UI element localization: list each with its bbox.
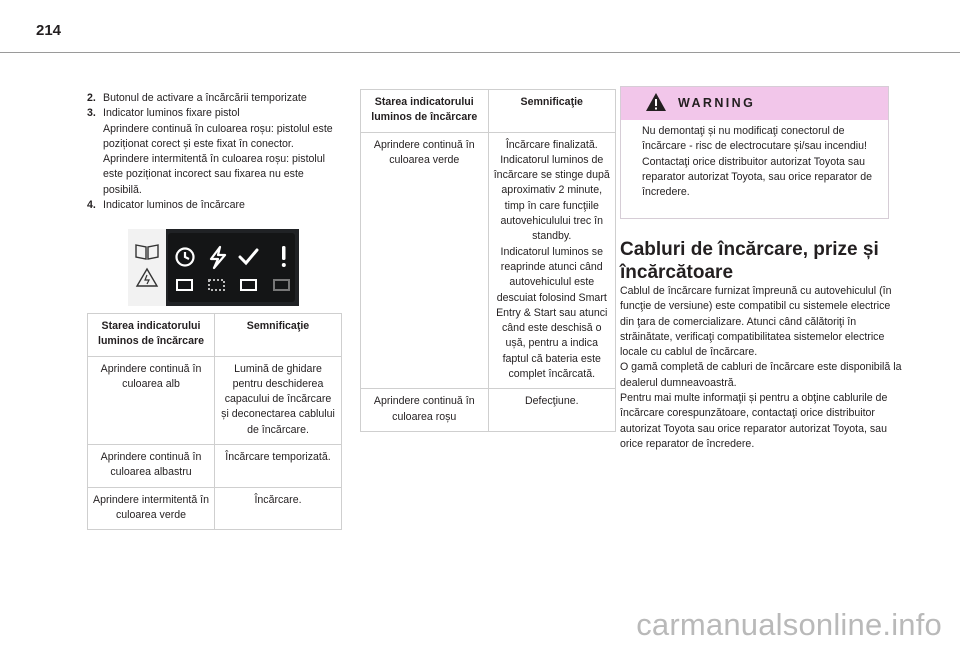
- book-icon: [136, 245, 158, 259]
- section-title: Cabluri de încărcare, prize și încărcătoare: [620, 239, 879, 283]
- exclamation-icon: [282, 246, 286, 267]
- table-cell: Aprindere continuă în culoarea roșu: [361, 389, 489, 432]
- table-cell: Încărcare.: [215, 487, 342, 530]
- table-cell: Defecţiune.: [488, 389, 616, 432]
- legend-list: [87, 91, 343, 213]
- warning-text: Nu demontaţi și nu modificaţi conectorul de încărcare - risc de electrocutare și/sau incendiu! Contactaţi orice distribuitor autorizat Toyota sau reparator autorizat Toyota, sau orice reparator de încredere.: [642, 125, 873, 199]
- list-item-number: 3.: [87, 107, 96, 120]
- table-cell: Lumină de ghidare pentru deschiderea capacului de încărcare și deconectarea cablului de încărcare.: [215, 356, 342, 444]
- list-item-number: 4.: [87, 199, 96, 212]
- indicator-table-1: [87, 313, 342, 530]
- clock-icon: [177, 249, 194, 266]
- indicator-boxes: [177, 280, 289, 290]
- table-cell: Încărcare finalizată. Indicatorul luminos de încărcare se stinge după aproximativ 2 minute, timp în care funcţiile autovehiculului trec în standby. Indicatorul luminos se reaprinde atunci când autovehiculul este descuiat folosind Smart Entry & Start sau atunci când este deschisă o ușă, pentru a indica faptul că bateria este complet încărcată.: [488, 132, 616, 389]
- section-body: Cablul de încărcare furnizat împreună cu autovehiculul (în funcţie de versiune) este compatibil cu sistemele electrice din ţara de comercializare. Atunci când călătoriţi în străinătate, verificaţi compatibilitatea sistemelor electrice locale cu cablul de încărcare. O gamă completă de cabluri de încărcare este disponibilă la dealerul dumneavoastră. Pentru mai multe informaţii și pentru a obţine cablurile de încărcare corespunzătoare, contactaţi orice distribuitor autorizat Toyota sau orice reparator autorizat Toyota, sau orice reparator de încredere.: [620, 285, 902, 450]
- table-row: [88, 445, 342, 488]
- table-cell: Aprindere continuă în culoarea albastru: [88, 445, 215, 488]
- table-cell: Aprindere continuă în culoarea alb: [88, 356, 215, 444]
- check-icon: [240, 250, 257, 263]
- list-item: [87, 106, 343, 198]
- table-row: [361, 389, 616, 432]
- page-number: 214: [36, 22, 62, 39]
- table-header-row: [88, 314, 342, 357]
- table-header-cell: Semnificaţie: [488, 90, 616, 133]
- list-item-text: Indicator luminos de încărcare: [103, 199, 245, 212]
- warning-triangle-icon: [645, 92, 667, 112]
- warning-header: [621, 87, 888, 120]
- indicator-table-2: [360, 89, 616, 432]
- table-header-cell: Semnificaţie: [215, 314, 342, 357]
- table-cell: Încărcare temporizată.: [215, 445, 342, 488]
- illustration-left-panel: [128, 229, 166, 306]
- warning-triangle-icon: [137, 269, 157, 286]
- warning-box: [620, 86, 889, 219]
- indicator-panel: [168, 233, 295, 302]
- table-row: [88, 356, 342, 444]
- warning-title: WARNING: [678, 96, 756, 110]
- table-cell: Aprindere intermitentă în culoarea verde: [88, 487, 215, 530]
- table-row: [88, 487, 342, 530]
- table-header-cell: Starea indicatorului luminos de încărcare: [88, 314, 215, 357]
- table-cell: Aprindere continuă în culoarea verde: [361, 132, 489, 389]
- list-item: [87, 91, 343, 106]
- list-item-number: 2.: [87, 92, 96, 104]
- list-item-text: Butonul de activare a încărcării temporizate: [103, 92, 307, 104]
- table-row: [361, 132, 616, 389]
- lightning-icon: [211, 247, 225, 268]
- table-header-row: [361, 90, 616, 133]
- watermark: carmanualsonline.info: [636, 607, 942, 642]
- list-item: [87, 198, 343, 213]
- list-item-text: Indicator luminos fixare pistol Aprindere continuă în culoarea roșu: pistolul este poziționat corect și este fixat în conector. Aprindere intermitentă în culoarea roșu: pistolul este poziționat incorect sau fixarea nu este posibilă.: [103, 107, 333, 196]
- charging-indicator-illustration: [128, 229, 299, 306]
- header-divider: [0, 52, 960, 53]
- table-header-cell: Starea indicatorului luminos de încărcare: [361, 90, 489, 133]
